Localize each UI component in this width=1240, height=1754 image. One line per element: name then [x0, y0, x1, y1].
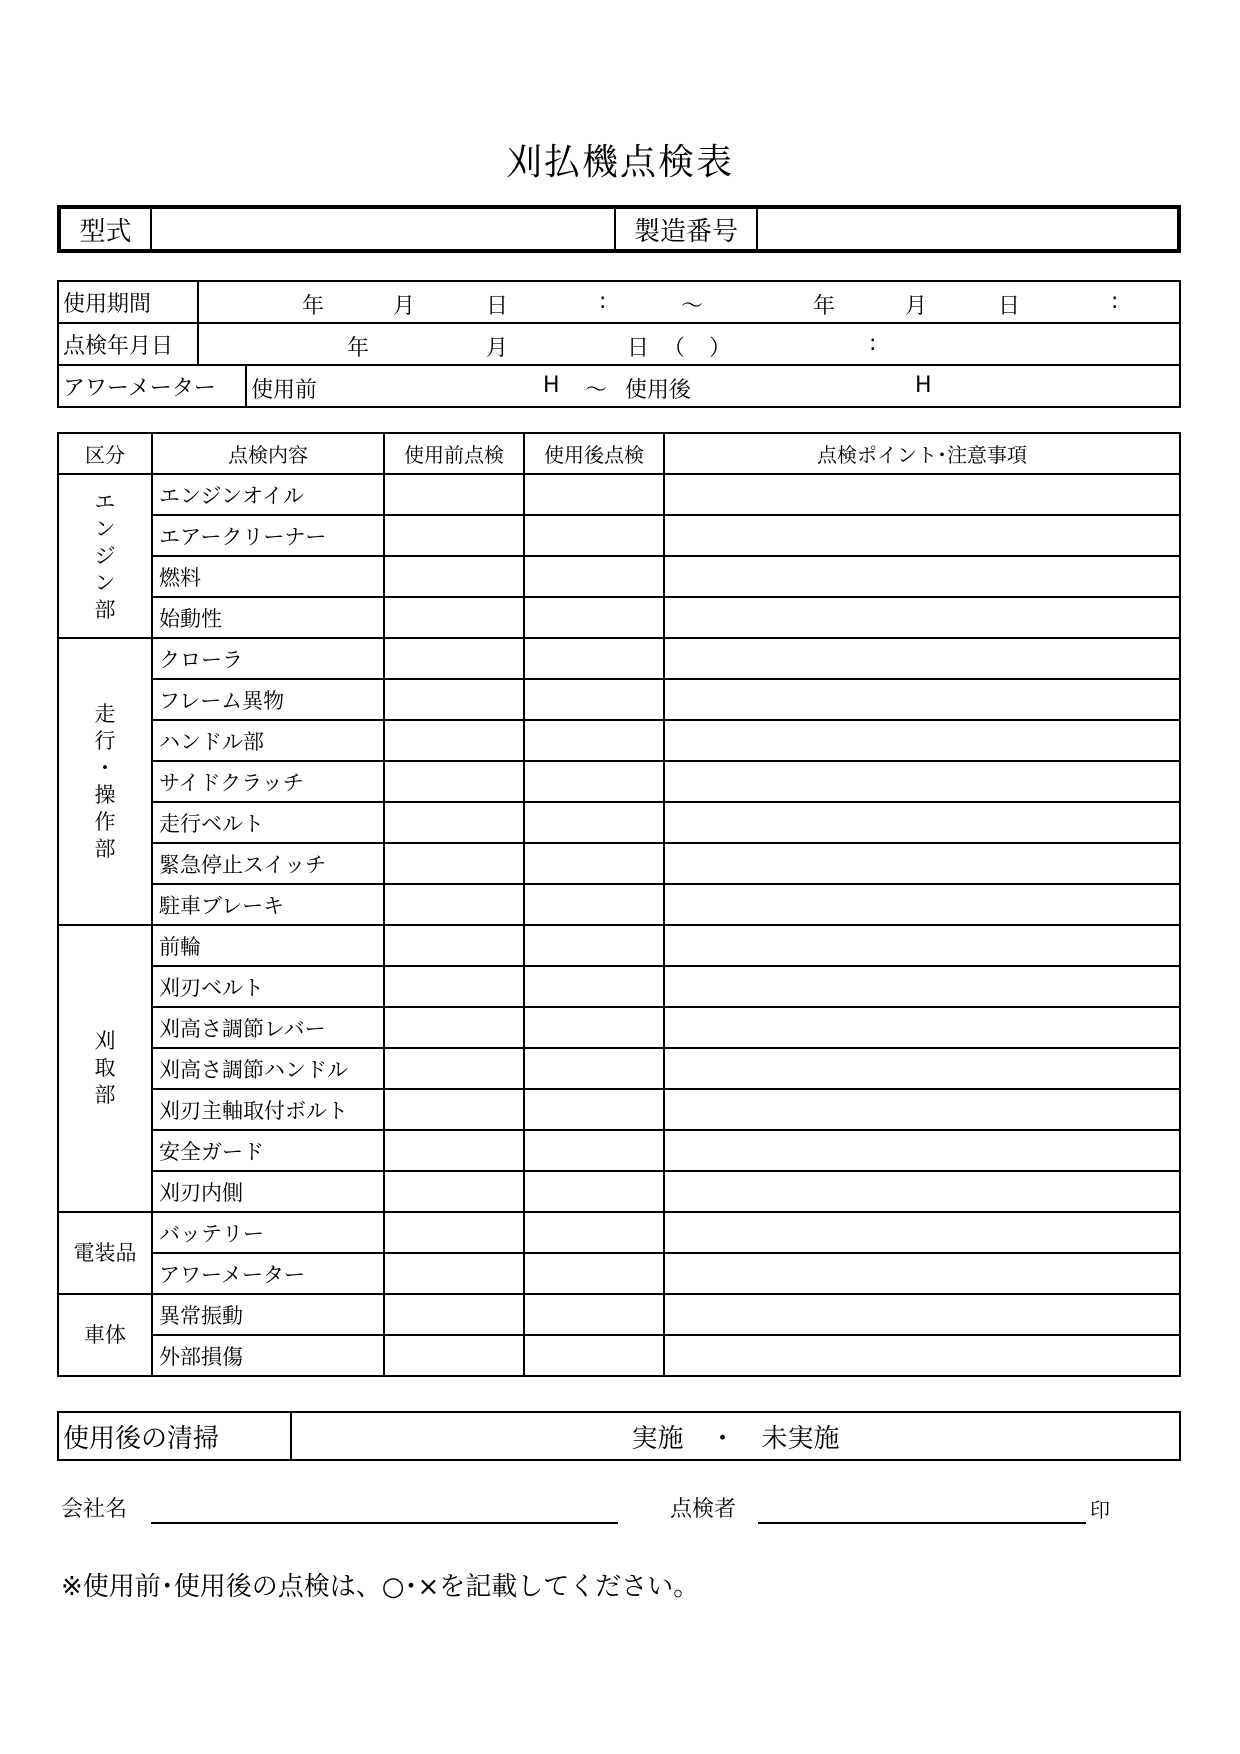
before-label: 使用前 [251, 378, 318, 403]
check-item: 刈高さ調節レバー [152, 1007, 384, 1048]
notes-cell[interactable] [664, 1294, 1180, 1335]
after-check-cell[interactable] [524, 1212, 664, 1253]
after-check-cell[interactable] [524, 1007, 664, 1048]
notes-cell[interactable] [664, 1171, 1180, 1212]
table-row [58, 843, 1180, 884]
after-check-cell[interactable] [524, 1130, 664, 1171]
model-label: 型式 [59, 207, 151, 251]
table-row [58, 925, 1180, 966]
table-row [58, 1089, 1180, 1130]
page-title: 刈払機点検表 [505, 142, 734, 183]
check-item: 刈刃内側 [152, 1171, 384, 1212]
notes-cell[interactable] [664, 1212, 1180, 1253]
notes-cell[interactable] [664, 1253, 1180, 1294]
check-item: 始動性 [152, 597, 384, 638]
category-cell: 車体 [58, 1294, 152, 1376]
before-check-cell[interactable] [384, 1089, 524, 1130]
period-label: 使用期間 [58, 281, 198, 323]
check-item: サイドクラッチ [152, 761, 384, 802]
before-check-cell[interactable] [384, 1171, 524, 1212]
table-row [58, 1212, 1180, 1253]
check-item: バッテリー [152, 1212, 384, 1253]
hour-meter-field[interactable] [246, 365, 1180, 407]
notes-cell[interactable] [664, 1007, 1180, 1048]
col-notes: 点検ポイント･注意事項 [664, 433, 1180, 474]
table-row [58, 1253, 1180, 1294]
table-row [58, 556, 1180, 597]
after-check-cell[interactable] [524, 1171, 664, 1212]
category-cell: エ ン ジ ン 部 [58, 474, 152, 638]
after-check-cell[interactable] [524, 679, 664, 720]
before-check-cell[interactable] [384, 1253, 524, 1294]
table-row [58, 1294, 1180, 1335]
usage-table [57, 280, 1181, 408]
after-label: 使用後 [625, 378, 692, 403]
check-item: 安全ガード [152, 1130, 384, 1171]
check-item: 異常振動 [152, 1294, 384, 1335]
after-check-cell[interactable] [524, 966, 664, 1007]
table-row [58, 474, 1180, 515]
col-before-check: 使用前点検 [384, 433, 524, 474]
before-check-cell[interactable] [384, 761, 524, 802]
period-end-year: 年 [813, 294, 836, 319]
table-row [58, 1007, 1180, 1048]
period-end-month: 月 [905, 294, 928, 319]
after-hours-unit: H [915, 373, 932, 398]
cleaning-label: 使用後の清掃 [58, 1412, 291, 1460]
notes-cell[interactable] [664, 1335, 1180, 1376]
checklist-body [58, 474, 1180, 1376]
table-row [58, 638, 1180, 679]
model-field[interactable] [151, 207, 615, 251]
after-check-cell[interactable] [524, 556, 664, 597]
check-item: 刈高さ調節ハンドル [152, 1048, 384, 1089]
notes-cell[interactable] [664, 638, 1180, 679]
check-item: 刈刃主軸取付ボルト [152, 1089, 384, 1130]
checklist-table [57, 432, 1181, 1377]
inspection-month: 月 [486, 336, 509, 361]
weekday-open: （ [663, 336, 686, 361]
period-field[interactable] [198, 281, 1180, 323]
after-check-cell[interactable] [524, 884, 664, 925]
notes-cell[interactable] [664, 1048, 1180, 1089]
cleaning-table [57, 1411, 1181, 1461]
table-row [58, 1335, 1180, 1376]
table-row [58, 1048, 1180, 1089]
notes-cell[interactable] [664, 925, 1180, 966]
category-cell: 電装品 [58, 1212, 152, 1294]
after-check-cell[interactable] [524, 761, 664, 802]
after-check-cell[interactable] [524, 720, 664, 761]
model-serial-table [57, 205, 1181, 253]
notes-cell[interactable] [664, 556, 1180, 597]
col-after-check: 使用後点検 [524, 433, 664, 474]
before-check-cell[interactable] [384, 474, 524, 515]
company-line[interactable] [151, 1522, 618, 1524]
after-check-cell[interactable] [524, 474, 664, 515]
notes-cell[interactable] [664, 720, 1180, 761]
period-start-month: 月 [393, 294, 416, 319]
after-check-cell[interactable] [524, 1294, 664, 1335]
serial-field[interactable] [757, 207, 1179, 251]
before-check-cell[interactable] [384, 638, 524, 679]
notes-cell[interactable] [664, 884, 1180, 925]
table-row [58, 597, 1180, 638]
period-end-day: 日 [998, 294, 1021, 319]
inspection-date-field[interactable] [198, 323, 1180, 365]
category-cell: 刈 取 部 [58, 925, 152, 1212]
table-row [58, 802, 1180, 843]
check-item: 駐車ブレーキ [152, 884, 384, 925]
inspector-line[interactable] [758, 1522, 1086, 1524]
notes-cell[interactable] [664, 515, 1180, 556]
after-check-cell[interactable] [524, 597, 664, 638]
check-item: フレーム異物 [152, 679, 384, 720]
col-category: 区分 [58, 433, 152, 474]
check-item: ハンドル部 [152, 720, 384, 761]
check-item: クローラ [152, 638, 384, 679]
cleaning-value[interactable]: 実施 ・ 未実施 [291, 1412, 1180, 1460]
before-check-cell[interactable] [384, 556, 524, 597]
after-check-cell[interactable] [524, 925, 664, 966]
before-check-cell[interactable] [384, 1130, 524, 1171]
category-cell: 走 行 ・ 操 作 部 [58, 638, 152, 925]
before-check-cell[interactable] [384, 925, 524, 966]
after-check-cell[interactable] [524, 515, 664, 556]
period-tilde: ～ [681, 294, 704, 319]
company-label: 会社名 [61, 1497, 128, 1522]
inspection-year: 年 [347, 336, 370, 361]
seal-mark: 印 [1090, 1498, 1110, 1522]
period-end-colon: : [1111, 289, 1119, 314]
after-check-cell[interactable] [524, 843, 664, 884]
period-start-colon: : [599, 289, 607, 314]
before-check-cell[interactable] [384, 966, 524, 1007]
before-check-cell[interactable] [384, 1007, 524, 1048]
weekday-close: ） [709, 336, 732, 361]
notes-cell[interactable] [664, 802, 1180, 843]
inspection-day: 日 [627, 336, 650, 361]
hour-meter-label: アワーメーター [58, 365, 246, 407]
check-item: 走行ベルト [152, 802, 384, 843]
table-row [58, 966, 1180, 1007]
table-row [58, 515, 1180, 556]
table-row [58, 1171, 1180, 1212]
period-start-day: 日 [486, 294, 509, 319]
col-item: 点検内容 [152, 433, 384, 474]
check-item: 刈刃ベルト [152, 966, 384, 1007]
inspection-colon: : [869, 331, 877, 356]
notes-cell[interactable] [664, 1089, 1180, 1130]
before-check-cell[interactable] [384, 884, 524, 925]
before-check-cell[interactable] [384, 1212, 524, 1253]
checklist-header-row [58, 433, 1180, 474]
before-check-cell[interactable] [384, 1294, 524, 1335]
check-item: アワーメーター [152, 1253, 384, 1294]
inspection-date-label: 点検年月日 [58, 323, 198, 365]
before-hours-unit: H [543, 373, 560, 398]
before-check-cell[interactable] [384, 720, 524, 761]
notes-cell[interactable] [664, 597, 1180, 638]
table-row [58, 679, 1180, 720]
table-row [58, 884, 1180, 925]
check-item: エンジンオイル [152, 474, 384, 515]
serial-label: 製造番号 [615, 207, 757, 251]
after-check-cell[interactable] [524, 1089, 664, 1130]
after-check-cell[interactable] [524, 1335, 664, 1376]
notes-cell[interactable] [664, 966, 1180, 1007]
before-check-cell[interactable] [384, 843, 524, 884]
before-check-cell[interactable] [384, 802, 524, 843]
after-check-cell[interactable] [524, 1048, 664, 1089]
check-item: 外部損傷 [152, 1335, 384, 1376]
check-item: 前輪 [152, 925, 384, 966]
after-check-cell[interactable] [524, 802, 664, 843]
notes-cell[interactable] [664, 1130, 1180, 1171]
instruction-note: ※使用前･使用後の点検は、○･×を記載してください。 [61, 1572, 700, 1602]
before-check-cell[interactable] [384, 1335, 524, 1376]
notes-cell[interactable] [664, 679, 1180, 720]
notes-cell[interactable] [664, 761, 1180, 802]
check-item: 燃料 [152, 556, 384, 597]
period-start-year: 年 [302, 294, 325, 319]
after-check-cell[interactable] [524, 638, 664, 679]
before-check-cell[interactable] [384, 679, 524, 720]
notes-cell[interactable] [664, 843, 1180, 884]
notes-cell[interactable] [664, 474, 1180, 515]
check-item: エアークリーナー [152, 515, 384, 556]
before-check-cell[interactable] [384, 515, 524, 556]
before-check-cell[interactable] [384, 1048, 524, 1089]
table-row [58, 1130, 1180, 1171]
table-row [58, 761, 1180, 802]
after-check-cell[interactable] [524, 1253, 664, 1294]
inspector-label: 点検者 [670, 1497, 737, 1522]
check-item: 緊急停止スイッチ [152, 843, 384, 884]
hour-meter-tilde: ～ [585, 378, 608, 403]
before-check-cell[interactable] [384, 597, 524, 638]
table-row [58, 720, 1180, 761]
